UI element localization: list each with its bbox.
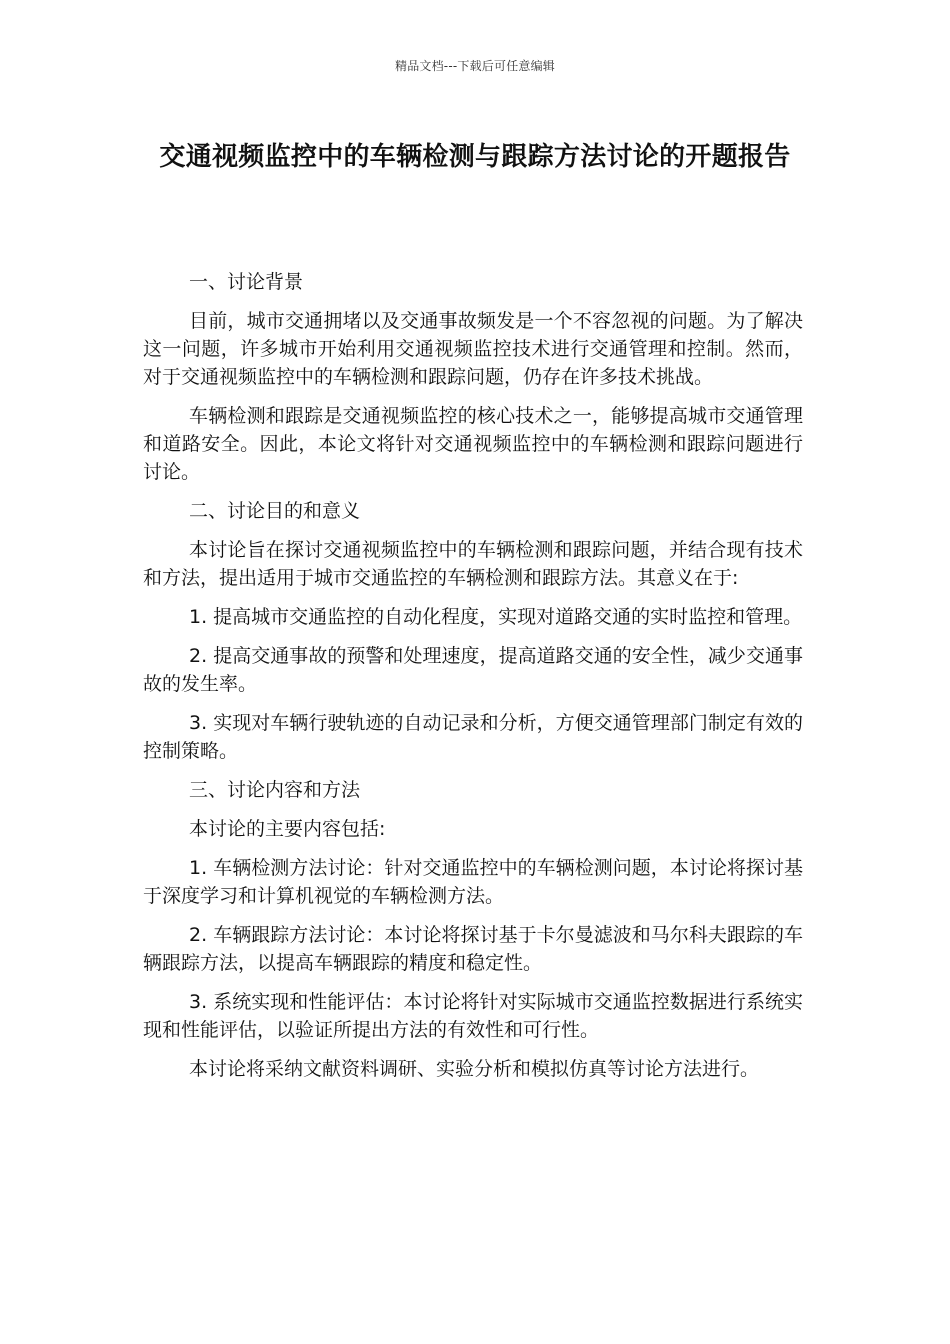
document-title: 交通视频监控中的车辆检测与跟踪方法讨论的开题报告 [159,142,791,172]
header-note: 精品文档---下载后可任意编辑 [395,59,555,73]
paragraph: 目前，城市交通拥堵以及交通事故频发是一个不容忽视的问题。为了解决这一问题，许多城市开始利用交通视频监控技术进行交通管理和控制。然而，对于交通视频监控中的车辆检测和跟踪问题，仍存在许多技术挑战。 [143,310,803,388]
paragraph: 本讨论旨在探讨交通视频监控中的车辆检测和跟踪问题，并结合现有技术和方法，提出适用于城市交通监控的车辆检测和跟踪方法。其意义在于: [143,539,803,589]
paragraph: 本讨论的主要内容包括: [189,818,386,840]
paragraph: 本讨论将采纳文献资料调研、实验分析和模拟仿真等讨论方法进行。 [189,1058,760,1080]
list-item: 2. 提高交通事故的预警和处理速度，提高道路交通的安全性，减少交通事故的发生率。 [143,645,803,695]
list-item: 1. 车辆检测方法讨论：针对交通监控中的车辆检测问题，本讨论将探讨基于深度学习和计算机视觉的车辆检测方法。 [143,857,803,907]
section-heading-background: 一、讨论背景 [189,271,304,293]
list-item: 3. 实现对车辆行驶轨迹的自动记录和分析，方便交通管理部门制定有效的控制策略。 [143,712,803,762]
document-body [143,268,803,1094]
list-item: 3. 系统实现和性能评估：本讨论将针对实际城市交通监控数据进行系统实现和性能评估，以验证所提出方法的有效性和可行性。 [143,991,803,1041]
list-item: 2. 车辆跟踪方法讨论：本讨论将探讨基于卡尔曼滤波和马尔科夫跟踪的车辆跟踪方法，以提高车辆跟踪的精度和稳定性。 [143,924,803,974]
paragraph: 车辆检测和跟踪是交通视频监控的核心技术之一，能够提高城市交通管理和道路安全。因此，本论文将针对交通视频监控中的车辆检测和跟踪问题进行讨论。 [143,405,803,483]
section-heading-content: 三、讨论内容和方法 [189,779,361,801]
section-heading-purpose: 二、讨论目的和意义 [189,500,361,522]
list-item: 1. 提高城市交通监控的自动化程度，实现对道路交通的实时监控和管理。 [189,606,803,628]
